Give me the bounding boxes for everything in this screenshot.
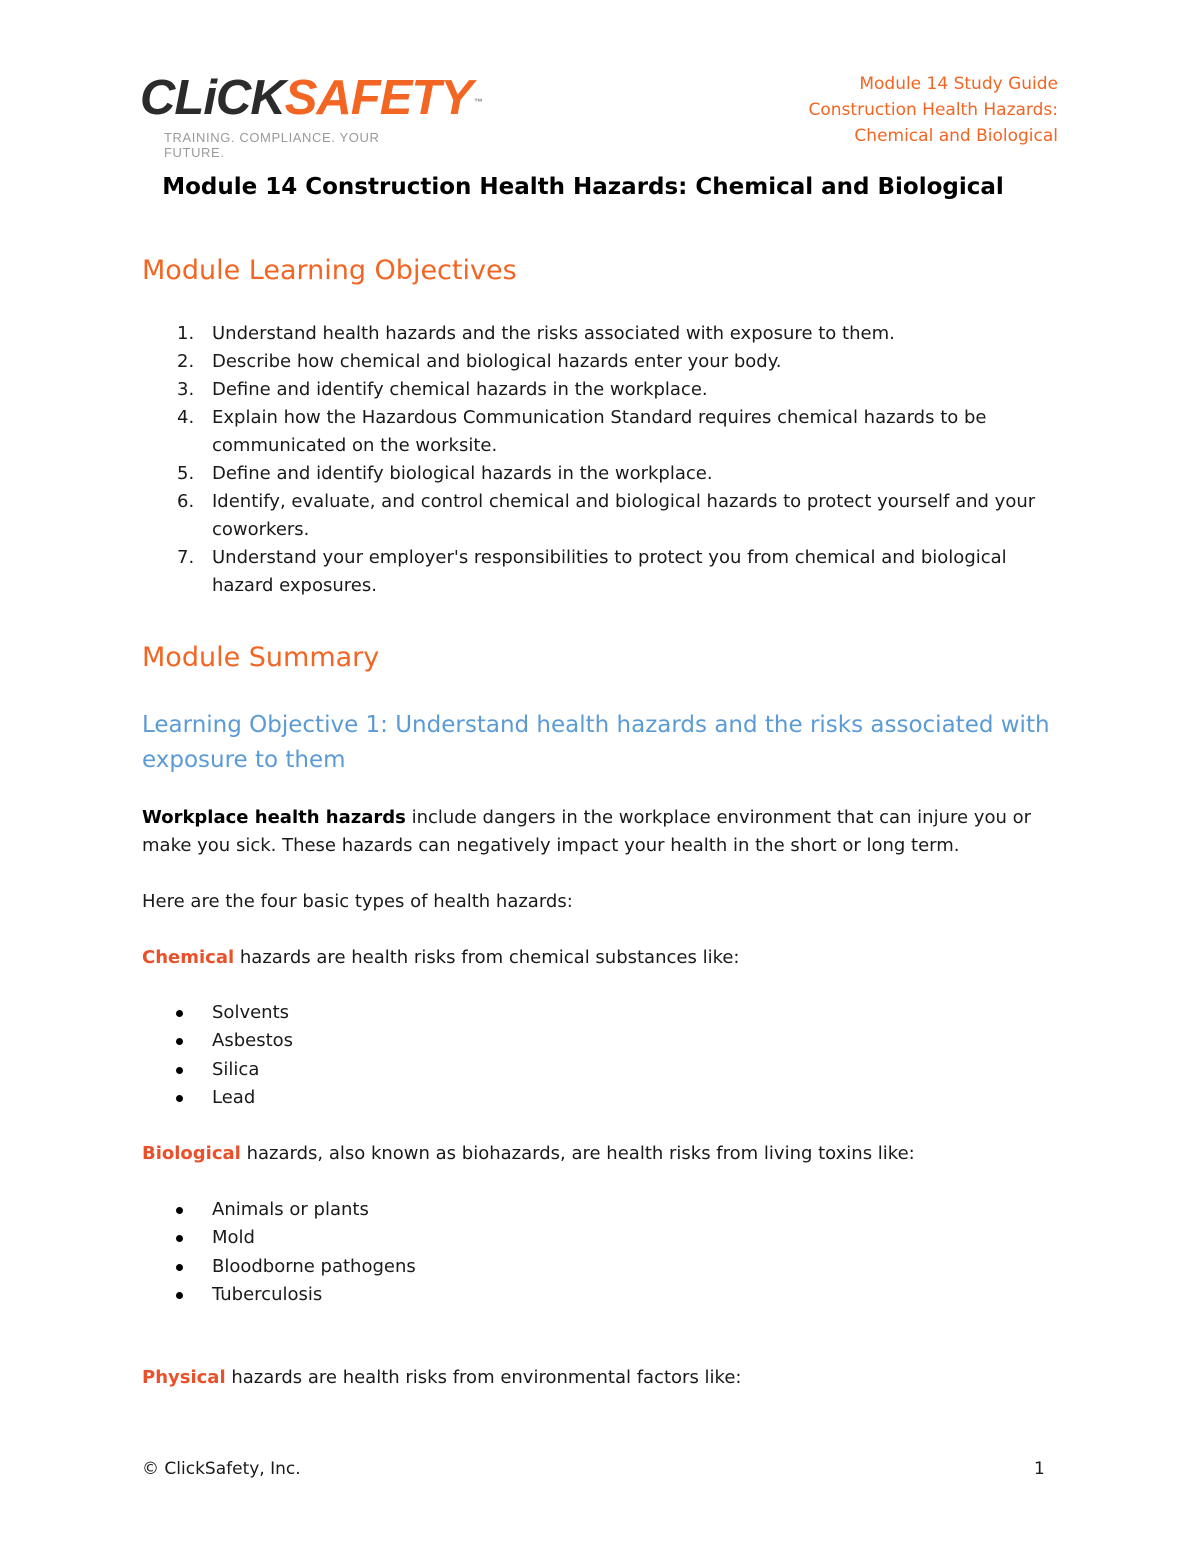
objective-text: Define and identify chemical hazards in the workplace. [212, 379, 708, 400]
logo-tagline: TRAINING. COMPLIANCE. YOUR FUTURE. [164, 130, 380, 160]
footer-copyright: © ClickSafety, Inc. [142, 1459, 301, 1479]
objective-number: 1. [177, 323, 195, 344]
bullet-icon [176, 1067, 183, 1074]
list-item [142, 1224, 942, 1252]
objective-number: 2. [177, 351, 195, 372]
list-item [142, 1084, 942, 1112]
objective-number: 4. [177, 407, 195, 428]
physical-term: Physical [142, 1367, 226, 1388]
objective-text: Describe how chemical and biological hazards enter your body. [212, 351, 782, 372]
physical-paragraph [142, 1364, 1072, 1392]
chemical-term: Chemical [142, 947, 235, 968]
bullet-icon [176, 1207, 183, 1214]
objective-text: Understand your employer's responsibilities to protect you from chemical and biological hazard exposures. [212, 547, 1007, 596]
objective-item [142, 404, 1062, 460]
biological-text: hazards, also known as biohazards, are health risks from living toxins like: [240, 1143, 915, 1164]
objective-text: Identify, evaluate, and control chemical and biological hazards to protect yourself and your coworkers. [212, 491, 1036, 540]
objective-item [142, 544, 1062, 600]
objective-text: Define and identify biological hazards in the workplace. [212, 463, 713, 484]
objective-number: 7. [177, 547, 195, 568]
logo-wordmark [140, 71, 483, 128]
bullet-icon [176, 1264, 183, 1271]
logo-click-text: CLiCK [140, 71, 285, 125]
logo-safety-text: SAFETY [284, 71, 473, 125]
page-number: 1 [1034, 1459, 1045, 1479]
list-item-text: Tuberculosis [212, 1283, 323, 1305]
objective-number: 5. [177, 463, 195, 484]
logo-trademark: ™ [474, 97, 483, 107]
list-item [142, 999, 942, 1027]
bullet-icon [176, 1010, 183, 1017]
objective-item [142, 348, 1062, 376]
list-item-text: Animals or plants [212, 1199, 369, 1220]
learning-objective-1-heading: Learning Objective 1: Understand health hazards and the risks associated with exposure to them [142, 712, 1050, 773]
chemical-paragraph [142, 944, 1072, 972]
chemical-text: hazards are health risks from chemical substances like: [234, 947, 740, 968]
summary-heading: Module Summary [142, 642, 380, 673]
biological-term: Biological [142, 1143, 241, 1164]
objective-item [142, 320, 1062, 348]
list-item-text: Bloodborne pathogens [212, 1255, 416, 1277]
list-item-text: Solvents [212, 1002, 290, 1023]
list-item-text: Lead [212, 1086, 256, 1108]
objectives-list [142, 320, 1062, 600]
physical-text: hazards are health risks from environmental factors like: [225, 1367, 742, 1388]
list-item-text: Asbestos [212, 1030, 294, 1052]
objective-text: Explain how the Hazardous Communication Standard requires chemical hazards to be communicated on the worksite. [212, 407, 987, 456]
study-guide-line-1: Module 14 Study Guide [859, 74, 1058, 94]
biological-list [142, 1196, 942, 1309]
objective-item [142, 376, 1062, 404]
list-item [142, 1056, 942, 1084]
objective-item [142, 460, 1062, 488]
list-item-text: Mold [212, 1227, 255, 1249]
bullet-icon [176, 1095, 183, 1102]
workplace-hazards-text: include dangers in the workplace environment that can injure you or make you sick. These hazards can negatively impact your health in the short or long term. [142, 807, 1031, 856]
study-guide-line-2: Construction Health Hazards: [808, 100, 1058, 120]
study-guide-header [809, 71, 1058, 149]
workplace-hazards-term: Workplace health hazards [142, 807, 406, 828]
clicksafety-logo [140, 71, 483, 160]
list-item [142, 1281, 942, 1309]
workplace-hazards-paragraph [142, 804, 1072, 860]
objective-number: 6. [177, 491, 195, 512]
four-types-paragraph: Here are the four basic types of health hazards: [142, 891, 573, 912]
bullet-icon [176, 1235, 183, 1242]
chemical-list [142, 999, 942, 1112]
objective-item [142, 488, 1062, 544]
study-guide-line-3: Chemical and Biological [854, 126, 1058, 146]
biological-paragraph [142, 1140, 1072, 1168]
bullet-icon [176, 1038, 183, 1045]
document-title: Module 14 Construction Health Hazards: Chemical and Biological [162, 174, 1004, 200]
bullet-icon [176, 1292, 183, 1299]
list-item [142, 1027, 942, 1055]
list-item-text: Silica [212, 1058, 260, 1080]
objective-number: 3. [177, 379, 195, 400]
list-item [142, 1196, 942, 1224]
objective-text: Understand health hazards and the risks associated with exposure to them. [212, 323, 895, 344]
objectives-heading: Module Learning Objectives [142, 255, 517, 286]
list-item [142, 1253, 942, 1281]
